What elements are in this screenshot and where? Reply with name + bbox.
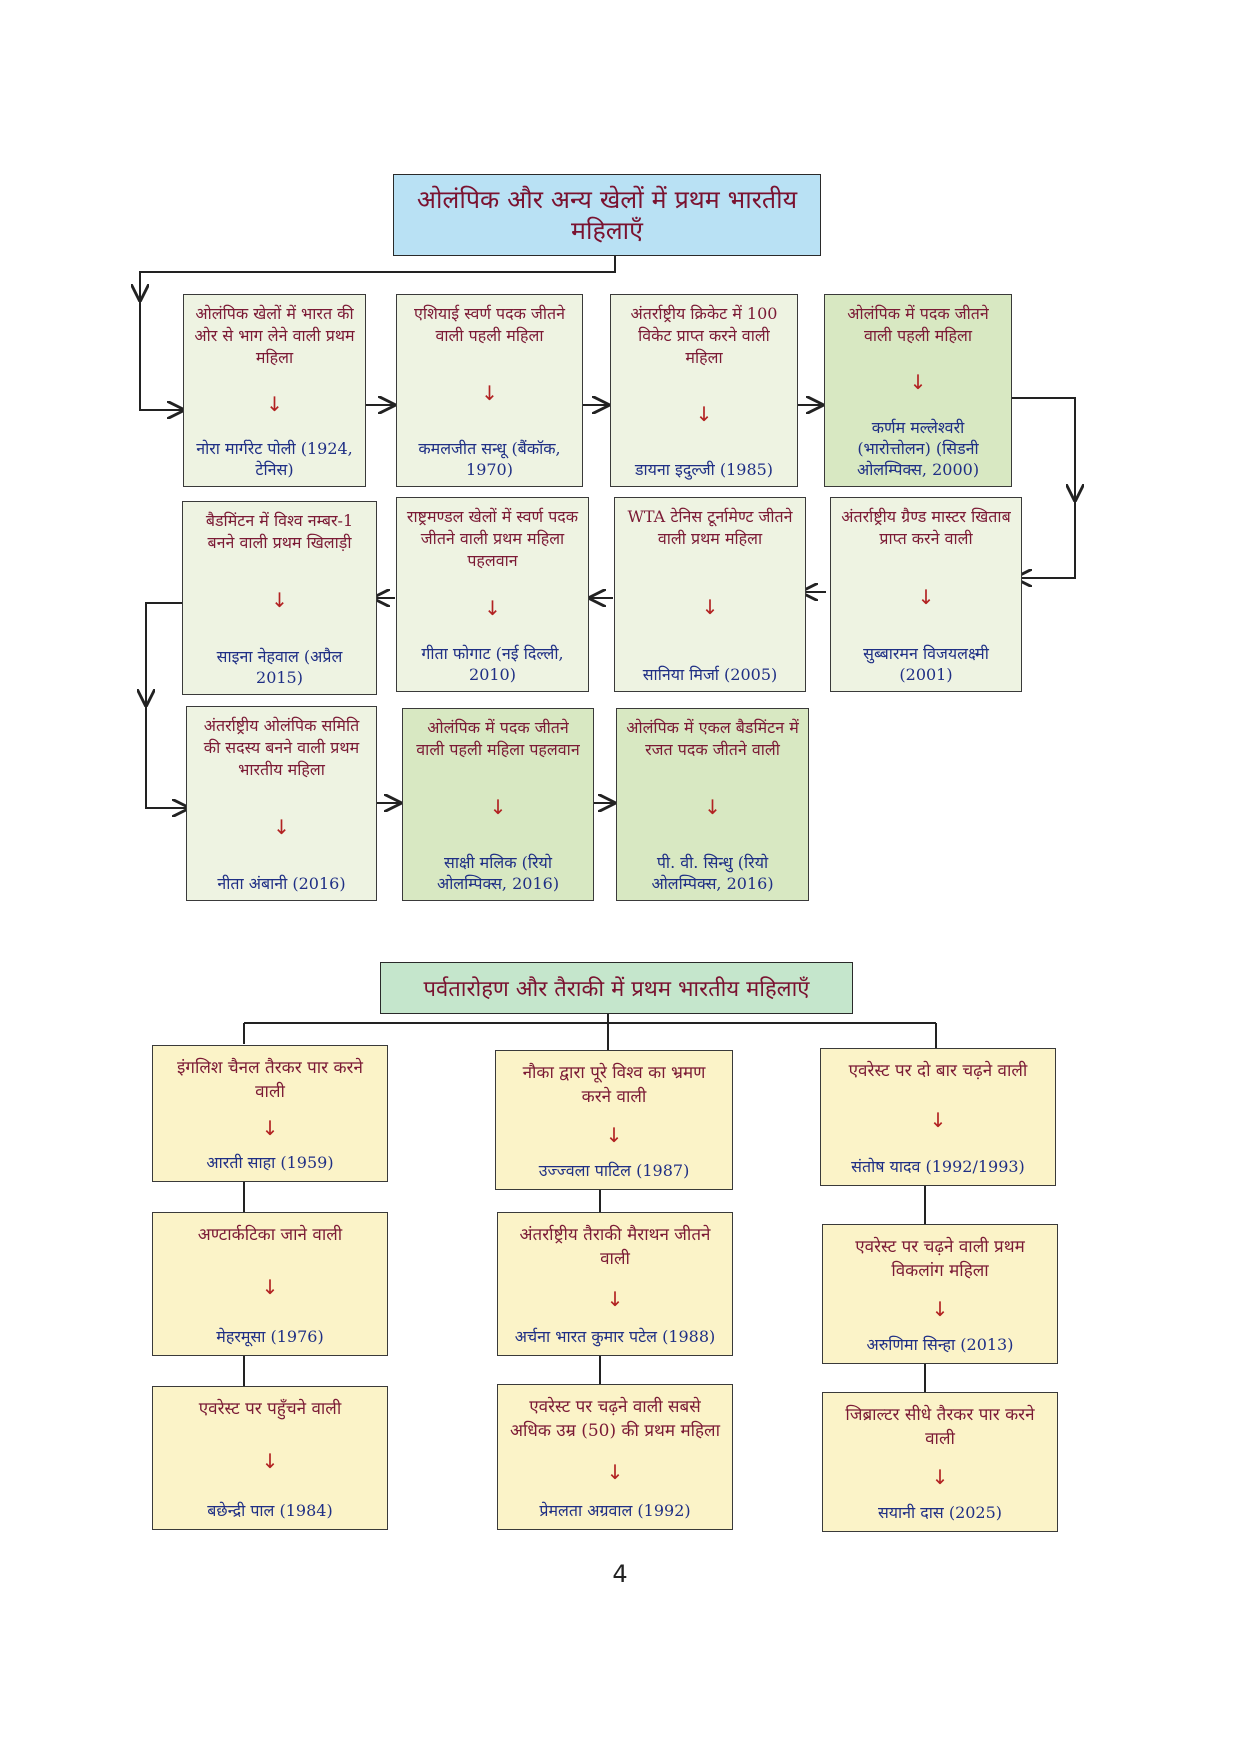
- down-arrow-icon: ↓: [704, 794, 721, 819]
- card-person-name: अर्चना भारत कुमार पटेल (1988): [514, 1327, 716, 1346]
- card-person-name: कमलजीत सन्धू (बैंकॉक, 1970): [418, 439, 561, 479]
- card-person-name: सानिया मिर्जा (2005): [642, 665, 778, 684]
- card-person-name: कर्णम मल्लेश्वरी (भारोत्तोलन) (सिडनी ओलम्पिक्स, 2000): [856, 418, 980, 479]
- card-description: नौका द्वारा पूरे विश्व का भ्रमण करने वाली: [522, 1063, 706, 1107]
- card-premlata-agarwal: [497, 1384, 733, 1530]
- down-arrow-icon: ↓: [261, 1274, 279, 1299]
- card-person-name: डायना इदुल्जी (1985): [634, 460, 774, 479]
- card-person-name: पी. वी. सिन्धु (रियो ओलम्पिक्स, 2016): [651, 853, 774, 893]
- card-sayani-das: [822, 1392, 1058, 1532]
- card-person-name: मेहरमूसा (1976): [216, 1327, 324, 1346]
- card-sakshi-malik: [402, 708, 594, 901]
- card-arunima-sinha: [822, 1224, 1058, 1364]
- card-santosh-yadav: [820, 1048, 1056, 1186]
- down-arrow-icon: ↓: [917, 584, 935, 609]
- card-person-name: साक्षी मलिक (रियो ओलम्पिक्स, 2016): [436, 853, 560, 893]
- down-arrow-icon: ↓: [909, 370, 927, 394]
- down-arrow-icon: ↓: [481, 380, 498, 405]
- card-person-name: सुब्बारमन विजयलक्ष्मी (2001): [863, 644, 989, 684]
- card-person-name: गीता फोगाट (नई दिल्ली, 2010): [421, 644, 564, 684]
- card-karnam-malleswari: [824, 294, 1012, 487]
- section2-title-text: पर्वतारोहण और तैराकी में प्रथम भारतीय महिलाएँ: [423, 977, 810, 1002]
- down-arrow-icon: ↓: [931, 1296, 949, 1321]
- card-description: बैडमिंटन में विश्व नम्बर-1 बनने वाली प्रथम खिलाड़ी: [205, 511, 354, 552]
- down-arrow-icon: ↓: [484, 595, 501, 620]
- card-description: ओलंपिक में पदक जीतने वाली पहली महिला पहलवान: [416, 718, 580, 759]
- card-nita-ambani: [186, 706, 377, 901]
- card-archana-patel: [497, 1212, 733, 1356]
- card-description: इंगलिश चैनल तैरकर पार करने वाली: [177, 1058, 363, 1102]
- card-description: एशियाई स्वर्ण पदक जीतने वाली पहली महिला: [414, 304, 565, 345]
- down-arrow-icon: ↓: [261, 1448, 279, 1473]
- card-description: अंतर्राष्ट्रीय क्रिकेट में 100 विकेट प्राप्त करने वाली महिला: [630, 304, 778, 367]
- down-arrow-icon: ↓: [606, 1286, 624, 1311]
- section1-title-text: ओलंपिक और अन्य खेलों में प्रथम भारतीय महिलाएँ: [416, 185, 798, 245]
- card-description: एवरेस्ट पर चढ़ने वाली सबसे अधिक उम्र (50) की प्रथम महिला: [510, 1397, 720, 1441]
- card-description: अंतर्राष्ट्रीय तैराकी मैराथन जीतने वाली: [519, 1225, 711, 1269]
- card-sania-mirza: [614, 497, 806, 692]
- down-arrow-icon: ↓: [271, 588, 288, 612]
- down-arrow-icon: ↓: [931, 1464, 949, 1489]
- card-person-name: सयानी दास (2025): [877, 1503, 1003, 1522]
- card-kamaljeet-sandhu: [396, 294, 583, 487]
- card-geeta-phogat: [396, 497, 589, 692]
- card-description: अंतर्राष्ट्रीय ग्रैण्ड मास्टर खिताब प्राप्त करने वाली: [841, 507, 1011, 548]
- card-description: एवरेस्ट पर दो बार चढ़ने वाली: [848, 1061, 1028, 1081]
- card-description: अंतर्राष्ट्रीय ओलंपिक समिति की सदस्य बनने वाली प्रथम भारतीय महिला: [203, 716, 360, 779]
- card-person-name: नोरा मार्गरेट पोली (1924, टेनिस): [196, 439, 353, 479]
- card-ujjwala-patil: [495, 1050, 733, 1190]
- down-arrow-icon: ↓: [929, 1107, 947, 1132]
- section1-title: [393, 174, 821, 256]
- card-nora-polley: [183, 294, 366, 487]
- card-description: राष्ट्रमण्डल खेलों में स्वर्ण पदक जीतने वाली प्रथम महिला पहलवान: [406, 507, 579, 570]
- card-description: एवरेस्ट पर पहुँचने वाली: [198, 1399, 342, 1419]
- card-person-name: साइना नेहवाल (अप्रैल 2015): [216, 647, 343, 687]
- down-arrow-icon: ↓: [606, 1459, 624, 1484]
- down-arrow-icon: ↓: [489, 794, 507, 819]
- down-arrow-icon: ↓: [266, 391, 283, 416]
- card-description: अण्टार्कटिका जाने वाली: [197, 1225, 343, 1245]
- page-number: 4: [612, 1560, 628, 1588]
- down-arrow-icon: ↓: [261, 1116, 279, 1140]
- card-description: ओलंपिक खेलों में भारत की ओर से भाग लेने वाली प्रथम महिला: [194, 304, 355, 367]
- card-saina-nehwal: [182, 501, 377, 695]
- card-bachendri-pal: [152, 1386, 388, 1530]
- card-person-name: आरती साहा (1959): [206, 1153, 334, 1172]
- card-mehar-moosa: [152, 1212, 388, 1356]
- card-description: जिब्राल्टर सीधे तैरकर पार करने वाली: [845, 1405, 1035, 1449]
- down-arrow-icon: ↓: [605, 1122, 623, 1147]
- down-arrow-icon: ↓: [273, 815, 290, 839]
- card-description: WTA टेनिस टूर्नामेण्ट जीतने वाली प्रथम महिला: [627, 507, 793, 548]
- card-subbaraman-vijayalakshmi: [830, 497, 1022, 692]
- card-person-name: अरुणिमा सिन्हा (2013): [866, 1335, 1014, 1354]
- card-person-name: संतोष यादव (1992/1993): [851, 1157, 1025, 1176]
- card-pv-sindhu: [616, 708, 809, 901]
- card-arati-saha: [152, 1045, 388, 1182]
- card-description: ओलंपिक में पदक जीतने वाली पहली महिला: [847, 304, 989, 345]
- card-description: ओलंपिक में एकल बैडमिंटन में रजत पदक जीतने वाली: [626, 718, 799, 759]
- card-description: एवरेस्ट पर चढ़ने वाली प्रथम विकलांग महिला: [855, 1237, 1025, 1281]
- section2-title: [380, 962, 853, 1014]
- down-arrow-icon: ↓: [695, 402, 713, 426]
- card-person-name: उज्ज्वला पाटिल (1987): [538, 1161, 690, 1180]
- card-person-name: बछेन्द्री पाल (1984): [207, 1501, 333, 1520]
- down-arrow-icon: ↓: [701, 595, 719, 619]
- card-person-name: नीता अंबानी (2016): [217, 874, 346, 893]
- card-person-name: प्रेमलता अग्रवाल (1992): [539, 1501, 691, 1520]
- card-diana-edulji: [610, 294, 798, 487]
